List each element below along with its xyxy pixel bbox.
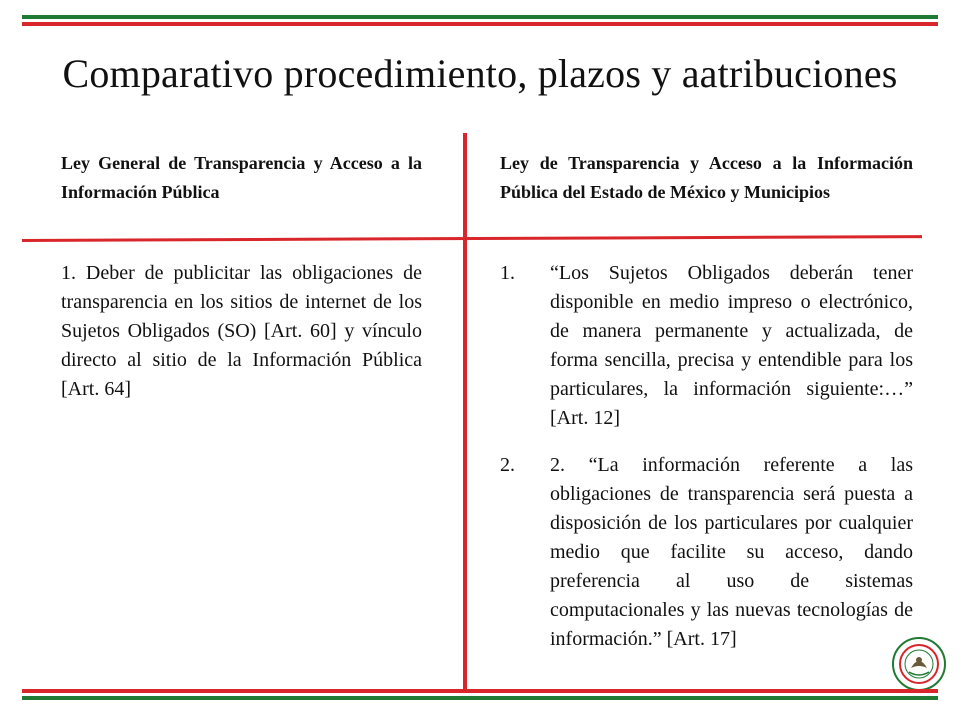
right-list-item-1-wrapper (500, 259, 913, 433)
top-flag-stripes (22, 15, 938, 29)
list-item-number: 1. (500, 262, 515, 284)
senate-seal-icon (891, 636, 947, 692)
slide-title: Comparativo procedimiento, plazos y aatribuciones (62, 51, 898, 96)
list-item (500, 259, 913, 433)
right-list-item-2-wrapper (500, 451, 913, 654)
left-column-heading: Ley General de Transparencia y Acceso a la Información Pública (61, 153, 422, 202)
bottom-flag-stripes (22, 689, 938, 703)
left-column-body: 1. Deber de publicitar las obligaciones de transparencia en los sitios de internet de los Sujetos Obligados (SO) [Art. 60] y vínculo directo al sitio de la Información Pública [Art. 64] (61, 262, 422, 400)
list-item-text: “Los Sujetos Obligados deberán tener disponible en medio impreso o electrónico, de manera permanente y actualizada, de forma sencilla, precisa y entendible para los particulares, la información siguiente:…” [Art. 12] (550, 262, 913, 429)
right-column-heading: Ley de Transparencia y Acceso a la Información Pública del Estado de México y Municipios (500, 153, 913, 202)
list-item-number: 2. (500, 454, 515, 476)
list-item (500, 451, 913, 654)
column-divider (463, 133, 467, 689)
list-item-text: 2. “La información referente a las obligaciones de transparencia será puesta a disposición de los particulares por cualquier medio que facilite su acceso, dando preferencia al uso de sistemas computacionales y las nuevas tecnologías de información.” [Art. 17] (550, 454, 913, 650)
header-divider (22, 235, 922, 242)
